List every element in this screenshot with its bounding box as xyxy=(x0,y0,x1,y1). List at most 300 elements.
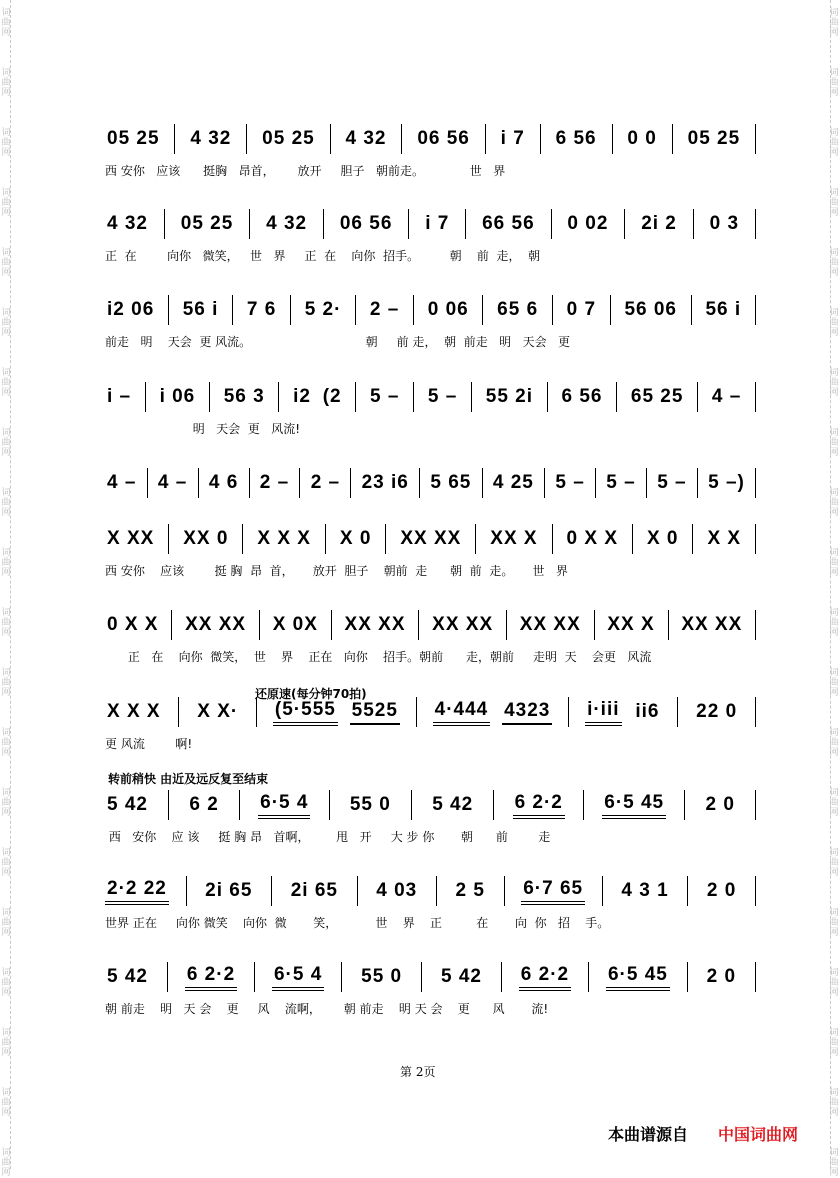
watermark-char: 曲 xyxy=(829,18,839,28)
bar-line xyxy=(755,382,756,412)
watermark-char: 曲 xyxy=(1,78,11,88)
watermark-char: 词 xyxy=(829,968,839,978)
bar-line xyxy=(186,876,187,906)
note-group: 6 2·2 xyxy=(185,964,237,991)
notation-line xyxy=(105,695,760,729)
bar-line xyxy=(242,524,243,554)
lyrics-line: 西 安你 应 该 挺 胸 昂 首啊， 甩 开 大 步 你 朝 前 走 xyxy=(105,830,551,844)
note-group: 2 0 xyxy=(705,794,735,815)
source-site-link[interactable]: 中国词曲网 xyxy=(718,1125,799,1144)
note-group: XX XX xyxy=(344,614,406,635)
bar-line xyxy=(544,468,545,498)
bar-line xyxy=(198,468,199,498)
bar-line xyxy=(278,382,279,412)
note-group: X 0 xyxy=(646,528,679,549)
lyrics-line: 明 天会 更 风流! xyxy=(105,422,301,436)
watermark-char: 网 xyxy=(1,148,11,158)
bar-line xyxy=(568,697,569,727)
watermark-char: 词 xyxy=(1,1148,11,1158)
watermark-char: 曲 xyxy=(1,738,11,748)
note-group: 4 – xyxy=(711,386,742,407)
watermark-char: 网 xyxy=(1,1168,11,1178)
watermark-char: 网 xyxy=(829,388,839,398)
bar-line xyxy=(168,295,169,325)
notation-line xyxy=(105,960,760,994)
watermark-char: 网 xyxy=(829,808,839,818)
watermark-char: 曲 xyxy=(1,1158,11,1168)
watermark-char: 曲 xyxy=(829,378,839,388)
bar-line xyxy=(485,124,486,154)
note-group: 06 56 xyxy=(417,128,470,149)
bar-line xyxy=(646,468,647,498)
bar-line xyxy=(616,382,617,412)
watermark-char: 词 xyxy=(829,1148,839,1158)
note-group: 5 –) xyxy=(708,472,745,493)
bar-line xyxy=(547,382,548,412)
watermark-char: 网 xyxy=(1,268,11,278)
watermark-char: 曲 xyxy=(1,258,11,268)
watermark-char: 词 xyxy=(1,128,11,138)
watermark-char: 词 xyxy=(1,728,11,738)
watermark-char: 网 xyxy=(1,988,11,998)
bar-line xyxy=(325,524,326,554)
watermark-char: 曲 xyxy=(829,498,839,508)
tempo-marking: 还原速(每分钟70拍) xyxy=(255,687,367,701)
watermark-char: 词 xyxy=(1,548,11,558)
watermark-char: 网 xyxy=(829,28,839,38)
note-group: 2 – xyxy=(369,299,400,320)
note-group: 4 3 1 xyxy=(621,880,669,901)
watermark-char: 词 xyxy=(829,308,839,318)
watermark-text xyxy=(828,1088,840,1118)
note-group: 4 32 xyxy=(266,213,308,234)
note-group: 4323 xyxy=(502,700,552,725)
notation-line xyxy=(105,122,760,156)
bar-line xyxy=(168,790,169,820)
score-row xyxy=(0,207,840,267)
watermark-char: 曲 xyxy=(1,618,11,628)
bar-line xyxy=(602,876,603,906)
bar-line xyxy=(755,124,756,154)
bar-line xyxy=(290,295,291,325)
watermark-char: 网 xyxy=(829,148,839,158)
note-group: 65 6 xyxy=(497,299,539,320)
note-group: 5 42 xyxy=(440,966,482,987)
note-group: i2 xyxy=(293,386,311,407)
note-group: 5 42 xyxy=(432,794,474,815)
bar-line xyxy=(540,124,541,154)
watermark-char: 曲 xyxy=(1,18,11,28)
watermark-char: 词 xyxy=(1,68,11,78)
watermark-char: 词 xyxy=(829,728,839,738)
watermark-char: 曲 xyxy=(1,378,11,388)
bar-line xyxy=(755,697,756,727)
notation-line xyxy=(105,874,760,908)
note-group: 4 – xyxy=(107,472,137,493)
bar-line xyxy=(755,295,756,325)
score-row xyxy=(0,122,840,182)
bar-line xyxy=(624,209,625,239)
note-group: 0 0 xyxy=(627,128,657,149)
note-group: 2 – xyxy=(259,472,290,493)
note-group: 2 0 xyxy=(706,880,737,901)
watermark-char: 网 xyxy=(829,208,839,218)
watermark-char: 网 xyxy=(1,1108,11,1118)
note-group: 55 0 xyxy=(361,966,403,987)
watermark-char: 词 xyxy=(1,248,11,258)
watermark-char: 词 xyxy=(1,1088,11,1098)
watermark-text xyxy=(828,8,840,38)
bar-line xyxy=(413,382,414,412)
bar-line xyxy=(588,962,589,992)
notation-line xyxy=(105,788,760,822)
note-group: (2 xyxy=(322,386,342,407)
watermark-char: 词 xyxy=(829,68,839,78)
note-group: 2 – xyxy=(310,472,341,493)
note-group: 4·444 xyxy=(433,699,491,726)
bar-line xyxy=(331,610,332,640)
bar-line xyxy=(271,876,272,906)
watermark-char: 词 xyxy=(829,1028,839,1038)
note-group: X 0X xyxy=(272,614,318,635)
lyrics-line: 正 在 向你 微笑， 世 界 正 在 向你 招手。 朝 前 走， 朝 xyxy=(105,249,541,263)
watermark-char: 曲 xyxy=(829,978,839,988)
note-group: 6 2·2 xyxy=(519,964,571,991)
notation-line xyxy=(105,522,760,556)
page-number: 第 2页 xyxy=(400,1065,436,1079)
bar-line xyxy=(687,962,688,992)
bar-line xyxy=(697,382,698,412)
note-group: 05 25 xyxy=(180,213,234,234)
lyrics-line: 更 风流 啊! xyxy=(105,737,193,751)
watermark-char: 网 xyxy=(1,448,11,458)
note-group: 4 32 xyxy=(345,128,387,149)
note-group: 5 42 xyxy=(107,966,148,987)
note-group: 05 25 xyxy=(687,128,741,149)
watermark-char: 曲 xyxy=(1,678,11,688)
bar-line xyxy=(506,610,507,640)
watermark-char: 网 xyxy=(1,868,11,878)
bar-line xyxy=(755,209,756,239)
watermark-char: 词 xyxy=(1,608,11,618)
bar-line xyxy=(755,610,756,640)
watermark-char: 网 xyxy=(1,808,11,818)
note-group: 5 – xyxy=(606,472,636,493)
bar-line xyxy=(501,962,502,992)
note-group: ii6 xyxy=(635,701,660,722)
watermark-char: 曲 xyxy=(1,1038,11,1048)
note-group: 4 03 xyxy=(376,880,418,901)
note-group: 4 32 xyxy=(107,213,148,234)
bar-line xyxy=(246,124,247,154)
watermark-char: 曲 xyxy=(829,798,839,808)
watermark-char: 网 xyxy=(829,88,839,98)
watermark-char: 网 xyxy=(1,568,11,578)
bar-line xyxy=(697,468,698,498)
note-group: 2i 65 xyxy=(205,880,253,901)
watermark-char: 网 xyxy=(829,928,839,938)
note-group: 6·5 45 xyxy=(602,792,666,819)
watermark-char: 网 xyxy=(829,1108,839,1118)
note-group: X X X xyxy=(257,528,311,549)
watermark-char: 网 xyxy=(829,988,839,998)
watermark-char: 词 xyxy=(1,488,11,498)
note-group: 65 25 xyxy=(630,386,684,407)
bar-line xyxy=(341,962,342,992)
bar-line xyxy=(171,610,172,640)
bar-line xyxy=(418,610,419,640)
note-group: 7 6 xyxy=(246,299,277,320)
note-group: 66 56 xyxy=(482,213,535,234)
note-group: i·iii xyxy=(585,699,621,726)
note-group: 0 06 xyxy=(427,299,469,320)
bar-line xyxy=(552,295,553,325)
note-group: 2i 2 xyxy=(641,213,677,234)
note-group: 22 0 xyxy=(696,701,738,722)
note-group: 4 25 xyxy=(492,472,534,493)
note-group: XX XX xyxy=(400,528,462,549)
watermark-char: 网 xyxy=(1,88,11,98)
watermark-char: 词 xyxy=(829,488,839,498)
bar-line xyxy=(755,962,756,992)
watermark-char: 曲 xyxy=(1,798,11,808)
watermark-char: 曲 xyxy=(829,1038,839,1048)
bar-line xyxy=(755,468,756,498)
note-group: XX 0 xyxy=(183,528,229,549)
bar-line xyxy=(167,962,168,992)
watermark-text xyxy=(0,8,12,38)
note-group: 56 i xyxy=(705,299,742,320)
note-group: XX XX xyxy=(519,614,581,635)
lyrics-line: 西 安你 应该 挺胸 昂首， 放开 胆子 朝前走。 世 界 xyxy=(105,164,506,178)
score-row xyxy=(0,380,840,440)
bar-line xyxy=(482,468,483,498)
watermark-char: 曲 xyxy=(829,438,839,448)
note-group: 2·2 22 xyxy=(105,878,169,905)
note-group: 6 2 xyxy=(189,794,219,815)
watermark-char: 词 xyxy=(1,848,11,858)
bar-line xyxy=(408,209,409,239)
bar-line xyxy=(178,697,179,727)
bar-line xyxy=(755,876,756,906)
bar-line xyxy=(254,962,255,992)
bar-line xyxy=(632,524,633,554)
note-group: i – xyxy=(107,386,132,407)
watermark-char: 曲 xyxy=(829,258,839,268)
note-group: XX XX xyxy=(432,614,494,635)
notation-line xyxy=(105,608,760,642)
watermark-char: 网 xyxy=(829,328,839,338)
watermark-char: 网 xyxy=(1,928,11,938)
note-group: 4 – xyxy=(157,472,188,493)
watermark-char: 网 xyxy=(1,28,11,38)
bar-line xyxy=(401,124,402,154)
watermark-char: 曲 xyxy=(1,318,11,328)
bar-line xyxy=(329,790,330,820)
watermark-char: 曲 xyxy=(829,858,839,868)
watermark-char: 网 xyxy=(829,508,839,518)
watermark-text xyxy=(828,668,840,698)
watermark-char: 词 xyxy=(829,428,839,438)
watermark-char: 网 xyxy=(829,628,839,638)
note-group: 56 3 xyxy=(223,386,265,407)
note-group: 5 – xyxy=(657,472,687,493)
bar-line xyxy=(330,124,331,154)
watermark-char: 网 xyxy=(1,628,11,638)
watermark-text xyxy=(0,1088,12,1118)
score-row xyxy=(0,874,840,934)
note-group: 4 32 xyxy=(190,128,232,149)
bar-line xyxy=(755,790,756,820)
note-group: 2 5 xyxy=(455,880,485,901)
note-group: 6·5 4 xyxy=(258,792,310,819)
note-group: i 7 xyxy=(425,213,450,234)
score-row xyxy=(0,293,840,353)
note-group: 5 2· xyxy=(304,299,342,320)
watermark-char: 网 xyxy=(829,688,839,698)
notation-line xyxy=(105,380,760,414)
score-row xyxy=(0,695,840,755)
watermark-char: 词 xyxy=(1,908,11,918)
watermark-char: 曲 xyxy=(1,978,11,988)
watermark-char: 曲 xyxy=(829,1098,839,1108)
bar-line xyxy=(239,790,240,820)
note-group: 0 7 xyxy=(566,299,597,320)
lyrics-line: 西 安你 应该 挺 胸 昂 首， 放开 胆子 朝前 走 朝 前 走。 世 界 xyxy=(105,564,568,578)
watermark-char: 曲 xyxy=(1,438,11,448)
watermark-char: 词 xyxy=(829,248,839,258)
note-group: 4 6 xyxy=(208,472,239,493)
bar-line xyxy=(416,697,417,727)
notation-line xyxy=(105,466,760,500)
watermark-text xyxy=(828,1148,840,1178)
watermark-char: 曲 xyxy=(829,318,839,328)
notation-line xyxy=(105,207,760,241)
bar-line xyxy=(299,468,300,498)
note-group: X X X xyxy=(107,701,161,722)
notation-line xyxy=(105,293,760,327)
watermark-char: 词 xyxy=(829,788,839,798)
bar-line xyxy=(471,382,472,412)
bar-line xyxy=(164,209,165,239)
watermark-char: 网 xyxy=(829,748,839,758)
watermark-char: 词 xyxy=(1,308,11,318)
watermark-char: 网 xyxy=(829,1168,839,1178)
watermark-char: 曲 xyxy=(1,558,11,568)
bar-line xyxy=(436,876,437,906)
watermark-char: 词 xyxy=(829,368,839,378)
bar-line xyxy=(504,876,505,906)
watermark-char: 词 xyxy=(829,128,839,138)
note-group: 0 02 xyxy=(567,213,609,234)
bar-line xyxy=(684,790,685,820)
note-group: 6·7 65 xyxy=(521,878,585,905)
watermark-char: 词 xyxy=(829,548,839,558)
bar-line xyxy=(583,790,584,820)
bar-line xyxy=(594,610,595,640)
bar-line xyxy=(693,209,694,239)
bar-line xyxy=(259,610,260,640)
bar-line xyxy=(552,524,553,554)
watermark-char: 曲 xyxy=(1,498,11,508)
watermark-char: 网 xyxy=(829,868,839,878)
watermark-char: 词 xyxy=(829,668,839,678)
watermark-char: 词 xyxy=(1,788,11,798)
note-group: i2 06 xyxy=(107,299,155,320)
watermark-char: 曲 xyxy=(1,138,11,148)
watermark-char: 词 xyxy=(1,188,11,198)
watermark-char: 网 xyxy=(1,508,11,518)
note-group: X 0 xyxy=(339,528,372,549)
watermark-char: 词 xyxy=(1,1028,11,1038)
watermark-char: 曲 xyxy=(829,678,839,688)
note-group: 55 2i xyxy=(485,386,534,407)
note-group: 6 56 xyxy=(561,386,603,407)
bar-line xyxy=(551,209,552,239)
note-group: X X xyxy=(707,528,742,549)
watermark-char: 曲 xyxy=(829,198,839,208)
watermark-text xyxy=(0,668,12,698)
score-row xyxy=(0,788,840,848)
note-group: 5 – xyxy=(370,386,400,407)
watermark-text xyxy=(0,1028,12,1058)
watermark-char: 网 xyxy=(1,748,11,758)
note-group: 5 – xyxy=(555,472,585,493)
watermark-char: 网 xyxy=(829,1048,839,1058)
score-row xyxy=(0,522,840,582)
note-group: 6·5 45 xyxy=(606,964,670,991)
watermark-char: 曲 xyxy=(829,78,839,88)
note-group: 05 25 xyxy=(107,128,160,149)
watermark-char: 曲 xyxy=(829,138,839,148)
note-group: 0 X X xyxy=(107,614,159,635)
bar-line xyxy=(493,790,494,820)
watermark-char: 词 xyxy=(1,668,11,678)
note-group: i 7 xyxy=(500,128,525,149)
bar-line xyxy=(385,524,386,554)
watermark-text xyxy=(828,68,840,98)
bar-line xyxy=(249,209,250,239)
bar-line xyxy=(357,876,358,906)
bar-line xyxy=(147,468,148,498)
watermark-char: 曲 xyxy=(1,1098,11,1108)
watermark-char: 词 xyxy=(829,608,839,618)
bar-line xyxy=(145,382,146,412)
watermark-text xyxy=(0,68,12,98)
note-group: 5525 xyxy=(350,700,400,725)
note-group: XX X xyxy=(490,528,538,549)
watermark-char: 曲 xyxy=(829,1158,839,1168)
bar-line xyxy=(411,790,412,820)
watermark-char: 曲 xyxy=(829,618,839,628)
watermark-char: 词 xyxy=(1,8,11,18)
bar-line xyxy=(323,209,324,239)
watermark-char: 词 xyxy=(829,1088,839,1098)
note-group: XX XX xyxy=(681,614,743,635)
watermark-char: 曲 xyxy=(829,558,839,568)
note-group: 5 65 xyxy=(430,472,472,493)
note-group: 0 3 xyxy=(709,213,740,234)
bar-line xyxy=(612,124,613,154)
watermark-char: 曲 xyxy=(829,738,839,748)
bar-line xyxy=(475,524,476,554)
watermark-char: 词 xyxy=(829,848,839,858)
lyrics-line: 前走 明 天会 更 风流。 朝 前 走， 朝 前走 明 天会 更 xyxy=(105,335,571,349)
bar-line xyxy=(421,962,422,992)
watermark-char: 曲 xyxy=(1,858,11,868)
repeat-instruction: 转前稍快 由近及远反复至结束 xyxy=(108,772,269,786)
note-group: 06 56 xyxy=(339,213,393,234)
